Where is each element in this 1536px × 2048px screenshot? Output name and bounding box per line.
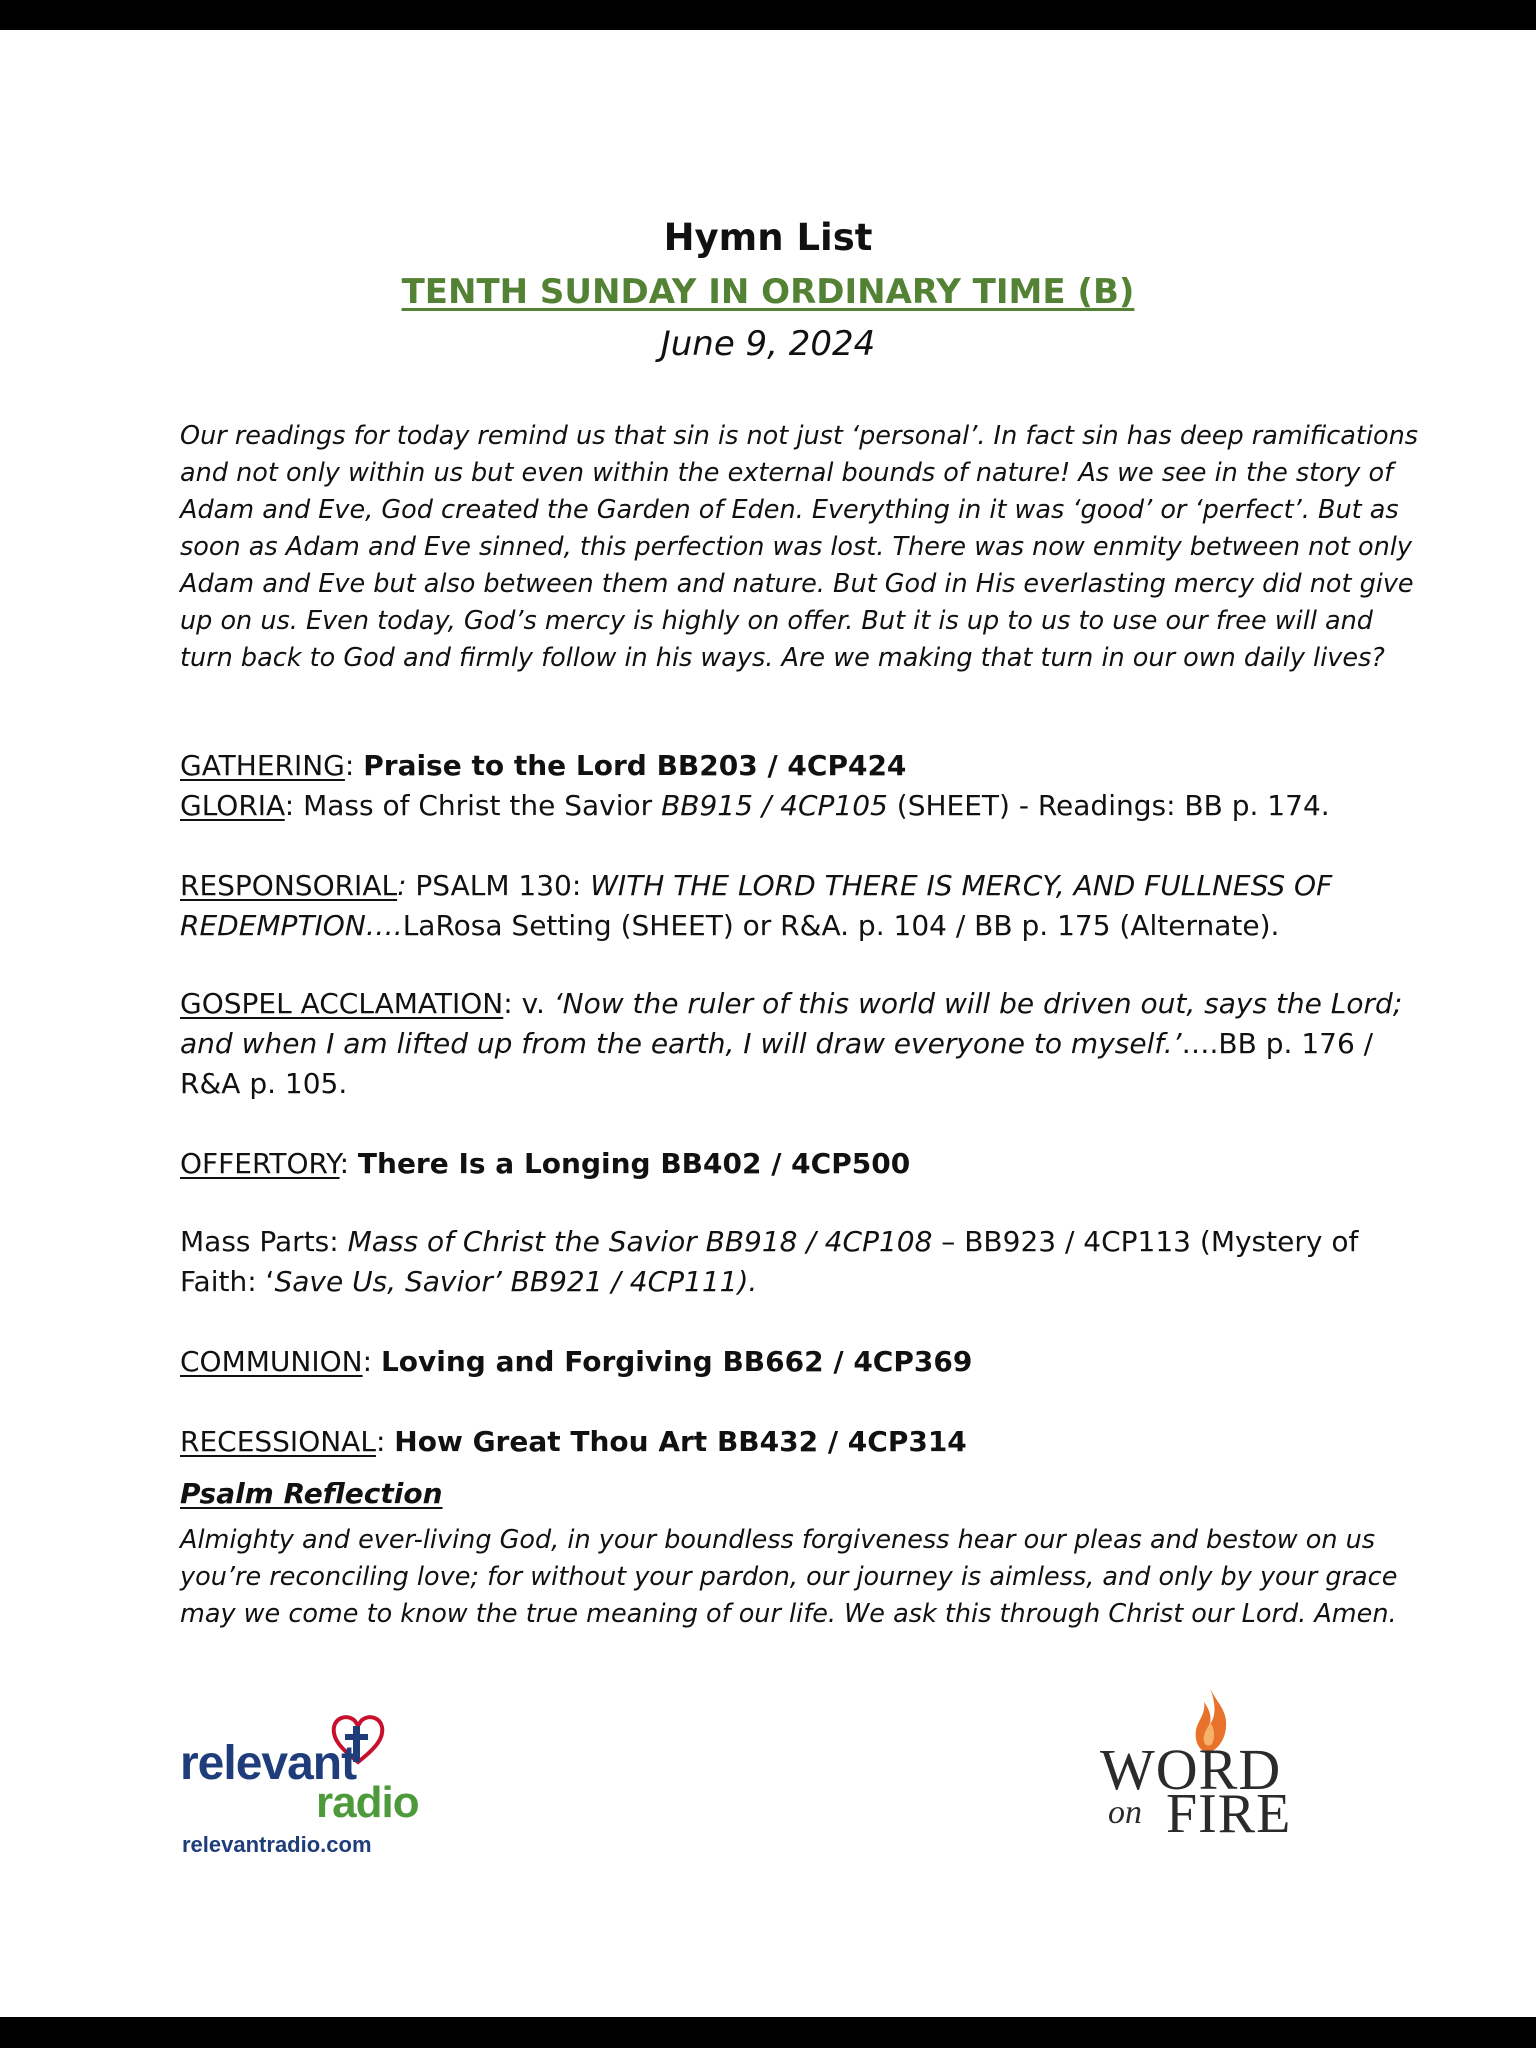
mass-parts-entry: Mass Parts: Mass of Christ the Savior BB918 / 4CP108 – BB923 / 4CP113 (Mystery of Faith: ‘Save Us, Savior’ BB921 / 4CP111).	[180, 1225, 1359, 1298]
intro-paragraph	[180, 418, 1419, 677]
communion-entry: COMMUNION: Loving and Forgiving BB662 / 4CP369	[180, 1345, 973, 1378]
document-page	[0, 30, 1536, 2017]
intro-line: turn back to God and firmly follow in his ways. Are we making that turn in our own daily lives?	[180, 643, 1385, 673]
gathering-hymn: Praise to the Lord BB203 / 4CP424	[363, 749, 907, 782]
responsorial-entry: RESPONSORIAL: PSALM 130: WITH THE LORD THERE IS MERCY, AND FULLNESS OF REDEMPTION….LaRosa Setting (SHEET) or R&A. p. 104 / BB p. 175 (Alternate).	[180, 869, 1333, 942]
date-line: June 9, 2024	[660, 324, 876, 364]
recessional-label: RECESSIONAL	[180, 1425, 376, 1458]
intro-line: up on us. Even today, God’s mercy is highly on offer. But it is up to us to use our free will and	[180, 606, 1373, 636]
intro-line: Adam and Eve but also between them and nature. But God in His everlasting mercy did not give	[180, 569, 1414, 599]
communion-hymn: Loving and Forgiving BB662 / 4CP369	[380, 1345, 973, 1378]
logo-word-radio: radio	[316, 1778, 419, 1827]
offertory-label: OFFERTORY	[180, 1147, 340, 1180]
gospel-acclamation-label: GOSPEL ACCLAMATION	[180, 987, 504, 1020]
reflection-line: may we come to know the true meaning of our life. We ask this through Christ our Lord. Amen.	[180, 1599, 1397, 1629]
gloria-text: Mass of Christ the Savior	[303, 789, 662, 822]
communion-label: COMMUNION	[180, 1345, 363, 1378]
recessional-hymn: How Great Thou Art BB432 / 4CP314	[394, 1425, 967, 1458]
intro-line: and not only within us but even within the external bounds of nature! As we see in the story of	[180, 458, 1394, 488]
logo-word-relevant: relevant	[180, 1737, 357, 1790]
gospel-acclamation-entry: GOSPEL ACCLAMATION: v. ‘Now the ruler of this world will be driven out, says the Lord; and when I am lifted up from the earth, I will draw everyone to myself.’….BB p. 176 / R&A p. 105.	[180, 987, 1403, 1100]
responsorial-label: RESPONSORIAL	[180, 869, 398, 902]
page-title: Hymn List	[663, 216, 873, 259]
recessional-entry: RECESSIONAL: How Great Thou Art BB432 / 4CP314	[180, 1425, 967, 1458]
offertory-entry: OFFERTORY: There Is a Longing BB402 / 4CP500	[180, 1147, 911, 1180]
psalm-reflection-title: Psalm Reflection	[180, 1477, 443, 1510]
reflection-line: Almighty and ever-living God, in your boundless forgiveness hear our pleas and bestow on us	[180, 1525, 1376, 1555]
logo-url: relevantradio.com	[182, 1832, 372, 1857]
psalm-reflection-text	[180, 1522, 1398, 1633]
gathering-entry: GATHERING: Praise to the Lord BB203 / 4CP424 GLORIA: Mass of Christ the Savior BB915 / 4CP105 (SHEET) - Readings: BB p. 174.	[180, 749, 1330, 822]
intro-line: soon as Adam and Eve sinned, this perfection was lost. There was now enmity between not only	[180, 532, 1412, 562]
mass-parts-setting: Mass of Christ the Savior BB918 / 4CP108	[347, 1225, 933, 1258]
gloria-label: GLORIA	[180, 789, 285, 822]
reflection-line: you’re reconciling love; for without your pardon, our journey is aimless, and only by your grace	[180, 1562, 1398, 1592]
mystery-of-faith: Save Us, Savior’ BB921 / 4CP111).	[274, 1265, 758, 1298]
word-on-fire-logo	[1100, 1686, 1330, 1845]
gloria-ref: BB915 / 4CP105	[661, 789, 888, 822]
gathering-label: GATHERING	[180, 749, 345, 782]
responsorial-setting: LaRosa Setting (SHEET) or R&A. p. 104 / BB p. 175 (Alternate).	[402, 909, 1280, 942]
logo-word-on: on	[1108, 1794, 1142, 1831]
gospel-verse: ‘Now the ruler of this world will be driven out, says the Lord;	[553, 987, 1403, 1020]
intro-line: Adam and Eve, God created the Garden of Eden. Everything in it was ‘good’ or ‘perfect’. But as	[180, 495, 1399, 525]
offertory-hymn: There Is a Longing BB402 / 4CP500	[357, 1147, 911, 1180]
relevant-radio-logo	[180, 1712, 440, 1862]
logo-word-word: WORD	[1100, 1737, 1282, 1802]
intro-line: Our readings for today remind us that sin is not just ‘personal’. In fact sin has deep ramifications	[180, 421, 1419, 451]
liturgical-day-heading: TENTH SUNDAY IN ORDINARY TIME (B)	[401, 272, 1135, 312]
logo-word-fire: FIRE	[1166, 1783, 1292, 1845]
responsorial-refrain: WITH THE LORD THERE IS MERCY, AND FULLNESS OF	[590, 869, 1333, 902]
gloria-text-tail: (SHEET) - Readings: BB p. 174.	[887, 789, 1330, 822]
